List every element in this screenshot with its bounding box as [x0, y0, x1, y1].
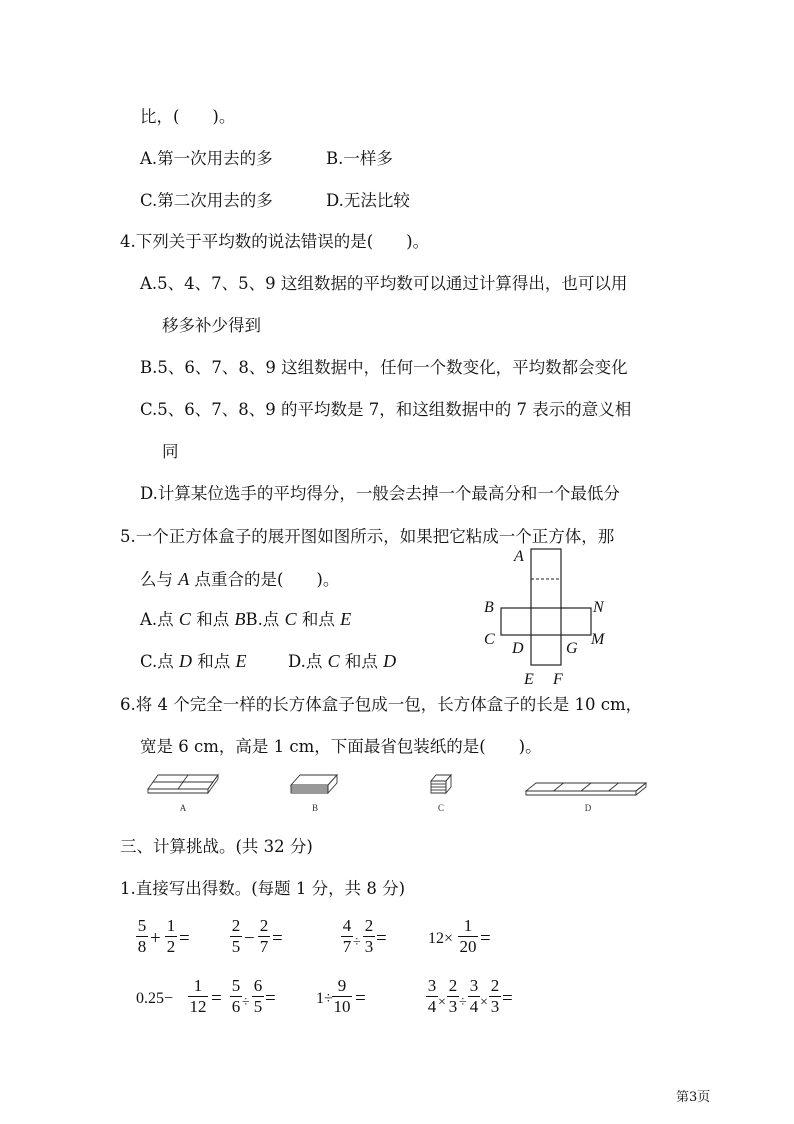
q3-option-a: A.第一次用去的多 — [140, 149, 273, 168]
q4-option-a-line1: A.5、4、7、5、9 这组数据的平均数可以通过计算得出，也可以用 — [140, 274, 628, 293]
page-number: 第3页 — [676, 1090, 711, 1105]
q6-stem-line1: 6.将 4 个完全一样的长方体盒子包成一包，长方体盒子的长是 10 cm， — [120, 695, 643, 714]
q5-option-c: C.点 D 和点 E — [140, 651, 247, 671]
q4-stem: 4.下列关于平均数的说法错误的是( )。 — [120, 232, 430, 251]
q5-stem-line2: 么与 A 点重合的是( )。 — [140, 569, 340, 589]
net-label-m: M — [591, 631, 605, 648]
section-3-title: 三、计算挑战。(共 32 分) — [120, 837, 313, 856]
net-label-f: F — [553, 671, 563, 688]
q3-stem-cont: 比，( )。 — [140, 107, 236, 126]
q6-stem-line2: 宽是 6 cm，高是 1 cm，下面最省包装纸的是( )。 — [140, 737, 542, 756]
net-row-outline — [501, 608, 591, 635]
q3-1-title: 1.直接写出得数。(每题 1 分，共 8 分) — [120, 879, 406, 898]
q3-option-d: D.无法比较 — [326, 191, 410, 210]
net-column-outline — [531, 549, 561, 665]
package-option-b — [291, 775, 337, 793]
package-option-d — [526, 783, 646, 795]
q4-option-b: B.5、6、7、8、9 这组数据中，任何一个数变化，平均数都会变化 — [140, 358, 628, 377]
q5-option-a-b: A.点 C 和点 BB.点 C 和点 E — [140, 609, 352, 629]
net-label-d: D — [512, 640, 524, 657]
net-label-a: A — [514, 548, 524, 565]
q3-option-c: C.第二次用去的多 — [140, 191, 273, 210]
net-label-g: G — [566, 640, 578, 657]
package-label-c: C — [437, 803, 445, 813]
q5-option-d: D.点 C 和点 D — [288, 651, 397, 671]
q4-option-a-line2: 移多补少得到 — [162, 316, 261, 335]
net-label-e: E — [524, 671, 534, 688]
q4-option-d: D.计算某位选手的平均得分，一般会去掉一个最高分和一个最低分 — [140, 484, 620, 503]
package-option-a — [148, 775, 218, 793]
package-label-a: A — [179, 803, 187, 813]
q5-stem-line1: 5.一个正方体盒子的展开图如图所示，如果把它粘成一个正方体，那 — [120, 527, 615, 546]
q4-option-c-line1: C.5、6、7、8、9 的平均数是 7，和这组数据中的 7 表示的意义相 — [140, 400, 632, 419]
q4-option-c-line2: 同 — [162, 442, 179, 461]
q3-option-b: B.一样多 — [326, 149, 393, 168]
cube-net-diagram — [470, 540, 620, 690]
package-option-c — [431, 775, 451, 793]
package-label-d: D — [584, 803, 592, 813]
net-label-c: C — [484, 631, 495, 648]
net-label-n: N — [593, 599, 604, 616]
q6-package-options — [140, 770, 660, 818]
net-label-b: B — [484, 599, 494, 616]
package-label-b: B — [311, 803, 319, 813]
